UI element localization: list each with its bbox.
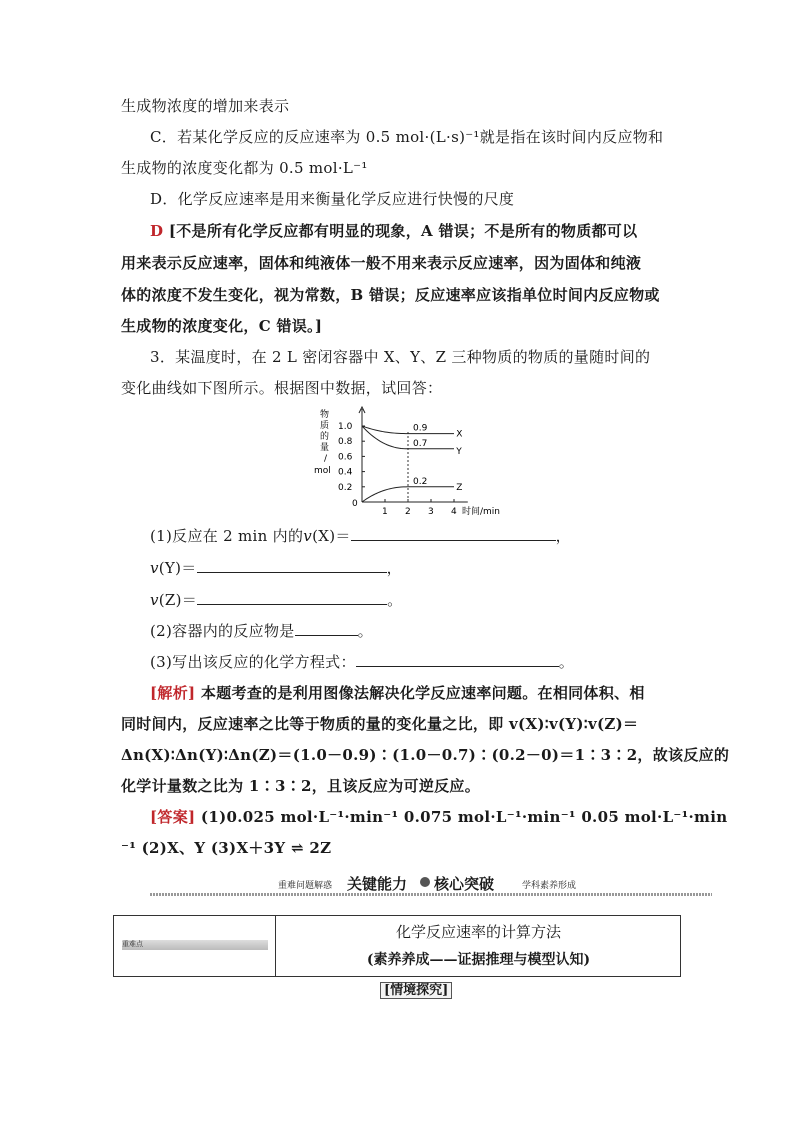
y-tick-label: 0.6 <box>338 452 353 463</box>
y-axis-label-char: 量 <box>320 443 330 453</box>
text-line: 体的浓度不发生变化，视为常数，B 错误；反应速率应该指单位时间内反应物或 <box>121 286 660 304</box>
y-axis-label-slash: / <box>324 454 328 464</box>
y-axis-label-char: 质 <box>320 421 330 431</box>
y-axis-label-char: 物 <box>320 410 330 420</box>
value-label-Z: 0.2 <box>413 476 428 487</box>
text-line: ⁻¹ (2)X、Y (3)X＋3Y ⇌ 2Z <box>121 839 332 857</box>
origin-label: 0 <box>352 499 358 509</box>
box-title: 化学反应速率的计算方法 <box>395 923 561 941</box>
key-point-box <box>113 915 681 977</box>
y-tick-label: 0.8 <box>338 437 353 448</box>
section-tag: [情境探究] <box>380 982 452 999</box>
value-label-X: 0.9 <box>413 423 428 434</box>
question-1-z: v(Z)＝ 。 <box>150 591 403 609</box>
text-line: 生成物浓度的增加来表示 <box>121 97 290 115</box>
y-axis-label-unit: mol <box>314 466 331 476</box>
x-tick-label: 2 <box>405 507 411 517</box>
key-point-tag <box>122 940 268 950</box>
x-axis-label: 时间/min <box>462 507 501 517</box>
text-line: D．化学反应速率是用来衡量化学反应进行快慢的尺度 <box>150 190 515 208</box>
answer-blank-reactants[interactable] <box>295 621 358 636</box>
answer: [答案] (1)0.025 mol·L⁻¹·min⁻¹ 0.075 mol·L⁻¹·min⁻¹ 0.05 mol·L⁻¹·min <box>150 808 728 826</box>
y-tick-label: 0.2 <box>338 482 353 493</box>
text-line: C．若某化学反应的反应速率为 0.5 mol·(L·s)⁻¹就是指在该时间内反应物和 <box>150 128 664 146</box>
legend-label-Y: Y <box>456 446 462 457</box>
banner-main2: 核心突破 <box>434 875 495 893</box>
answer-letter: D <box>150 222 164 240</box>
text-line: 生成物的浓度变化都为 0.5 mol·L⁻¹ <box>121 159 368 177</box>
banner-left: 重难问题解惑 <box>278 881 333 891</box>
y-tick-label: 0.4 <box>338 467 353 478</box>
y-tick-label: 1.0 <box>338 422 353 432</box>
answer-explanation: D [不是所有化学反应都有明显的现象，A 错误；不是所有的物质都可以 <box>150 222 638 240</box>
box-subtitle: (素养养成——证据推理与模型认知) <box>366 952 591 968</box>
section-banner <box>150 872 712 896</box>
answer-blank-equation[interactable] <box>356 652 559 667</box>
text-line: 同时间内，反应速率之比等于物质的量的变化量之比，即 v(X)∶v(Y)∶v(Z)＝ <box>121 715 639 733</box>
text-line: Δn(X)∶Δn(Y)∶Δn(Z)＝(1.0－0.9)∶(1.0－0.7)∶(0.2－0)＝1∶3∶2，故该反应的 <box>121 746 730 764</box>
y-axis-label-char: 的 <box>320 432 330 442</box>
legend-label-Z: Z <box>456 482 463 493</box>
question-1: (1)反应在 2 min 内的v(X)＝ ， <box>150 527 571 545</box>
legend-label-X: X <box>456 429 463 440</box>
answer-label: [答案] <box>150 808 196 826</box>
answer-blank-vx[interactable] <box>351 526 556 541</box>
value-label-Y: 0.7 <box>413 438 428 449</box>
banner-right: 学科素养形成 <box>522 881 577 891</box>
key-point-tag-label: 重难点 <box>122 940 143 948</box>
x-tick-label: 1 <box>382 507 388 517</box>
question-3-equation: (3)写出该反应的化学方程式： 。 <box>150 653 575 671</box>
text-line: 变化曲线如下图所示。根据图中数据，试回答： <box>121 379 443 397</box>
question-2: (2)容器内的反应物是 。 <box>150 622 373 640</box>
text-line: 生成物的浓度变化，C 错误。] <box>121 317 323 335</box>
x-tick-label: 3 <box>428 507 434 517</box>
text-line: 化学计量数之比为 1∶3∶2，且该反应为可逆反应。 <box>121 777 481 795</box>
question-1-y: v(Y)＝ ， <box>150 559 402 577</box>
text-line: 用来表示反应速率，固体和纯液体一般不用来表示反应速率，因为固体和纯液 <box>121 254 642 272</box>
question-3: 3．某温度时，在 2 L 密闭容器中 X、Y、Z 三种物质的物质的量随时间的 <box>150 348 651 366</box>
banner-dot-icon <box>420 877 430 887</box>
analysis-label: [解析] <box>150 684 196 702</box>
analysis: [解析] 本题考查的是利用图像法解决化学反应速率问题。在相同体积、相 <box>150 684 645 702</box>
amount-time-chart <box>310 405 525 517</box>
answer-blank-vz[interactable] <box>197 590 387 605</box>
banner-main: 关键能力 <box>347 875 408 893</box>
x-tick-label: 4 <box>451 507 457 517</box>
answer-blank-vy[interactable] <box>197 558 387 573</box>
